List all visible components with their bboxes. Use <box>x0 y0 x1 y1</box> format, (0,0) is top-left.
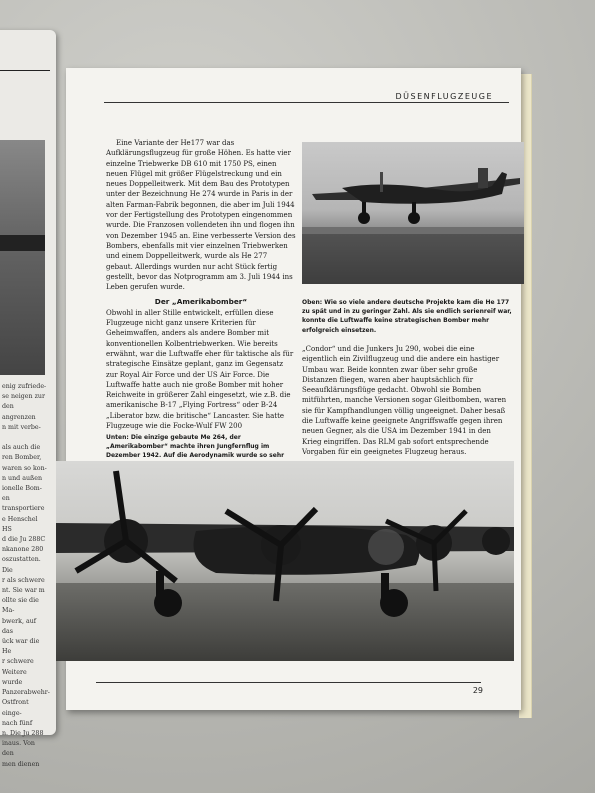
section-heading: Der „Amerikabomber“ <box>154 297 248 307</box>
footer-rule <box>96 682 481 683</box>
text-column-left <box>106 138 296 431</box>
left-page-photo <box>0 140 45 375</box>
left-page <box>0 30 56 768</box>
photo-me264 <box>56 461 514 661</box>
left-photo-aircraft <box>0 235 45 251</box>
body-paragraph: Eine Variante der He177 war das Aufklärungsflugzeug für große Höhen. Es hatte vier einzelne Triebwerke DB 610 mit 1750 PS, einen neuen Flügel mit größer Flügelstreckung und ein neues Doppelleitwerk. Mit dem Bau des Prototypen unter der Bezeichnung He 274 wurde in Paris in der alten Farman-Fabrik begonnen, die aber im Juli 1944 vor der Fertigstellung des Prototypen eingenommen wurde. Die Franzosen vollendeten ihn und flogen ihn von Dezember 1945 an. Eine verbesserte Version des Bombers, ebenfalls mit vier einzelnen Triebwerken und einem Doppelleitwerk, wurde als He 277 gebaut. Allerdings wurden nur acht Stück fertig gestellt, bevor das Notprogramm am 3. Juli 1944 ins Leben gerufen wurde. <box>106 139 296 292</box>
photo-he177 <box>302 142 524 284</box>
header-rule <box>104 102 509 103</box>
photo-caption-top: Oben: Wie so viele andere deutsche Projekte kam die He 177 zu spät und in zu geringer Zahl. Als sie endlich serienreif war, konnte die Luftwaffe keine strategischen Bomber mehr erfolgreich einsetzen. <box>302 299 512 334</box>
photo-caption-bottom: Unten: Die einzige gebaute Me 264, der „Amerikabomber“ machte ihren Jungfernflug im Dezember 1942. Auf die Aerodynamik wurde so sehr <box>106 434 285 460</box>
left-page-rule <box>0 70 50 71</box>
left-page-text: enig zufriede- se neigen zur den angrenzen n mit verbe- als auch die ren Bomber, waren so kon- n und außen ionelle Bom- en transportiere e Henschel HS d die Ju 288C nkanone 280 oszustatten. Die r als schwere nt. Sie war m ollte sie die Ma- bwerk, auf das ück war die He r schwere Weitere wurde Panzerabwehr- Ostfront einge- nach fünf n. Die Ju 288 inaus. Von den men dienen <box>2 383 50 768</box>
body-paragraph: Obwohl in aller Stille entwickelt, erfüllen diese Flugzeuge nicht ganz unsere Kriterien für Geheimwaffen, anders als andere Bomber mit konventionellen Kolbentriebwerken. Wie bereits erwähnt, war die Luftwaffe eher für taktische als für strategische Einsätze geplant, ganz im Gegensatz zur Royal Air Force und der US Air Force. Die Luftwaffe hatte auch nie große Bomber mit hoher Reichweite in größerer Zahl eingesetzt, wie z.B. die amerikanische B-17 „Flying Fortress“ oder B-24 „Liberator bzw. die britische“ Lancaster. Sie hatte Flugzeuge wie die Focke-Wulf FW 200 <box>106 308 294 431</box>
text-column-right: „Condor“ und die Junkers Ju 290, wobei die eine eigentlich ein Zivilflugzeug und die andere ein hastiger Umbau war. Beide konnten zwar über sehr große Distanzen fliegen, waren aber hauptsächlich für Seeaufklärungsflüge gedacht. Obwohl sie Bomben mitführten, manche Versionen sogar Gleitbomben, waren sie für Kampfhandlungen völlig ungeeignet. Daher besaß die Luftwaffe keine geeignete Angriffswaffe gegen ihren neuen Gegner, als die USA im Dezember 1941 in den Krieg eingriffen. Das RLM gab sofort entsprechende Vorgaben für ein geeignetes Flugzeug heraus. <box>302 345 507 456</box>
page-number: 29 <box>472 686 483 695</box>
me264-aircraft-silhouette <box>56 461 514 661</box>
book-page <box>66 68 521 710</box>
he177-aircraft-silhouette <box>302 142 524 284</box>
running-header: DÜSENFLUGZEUGE <box>395 92 493 101</box>
